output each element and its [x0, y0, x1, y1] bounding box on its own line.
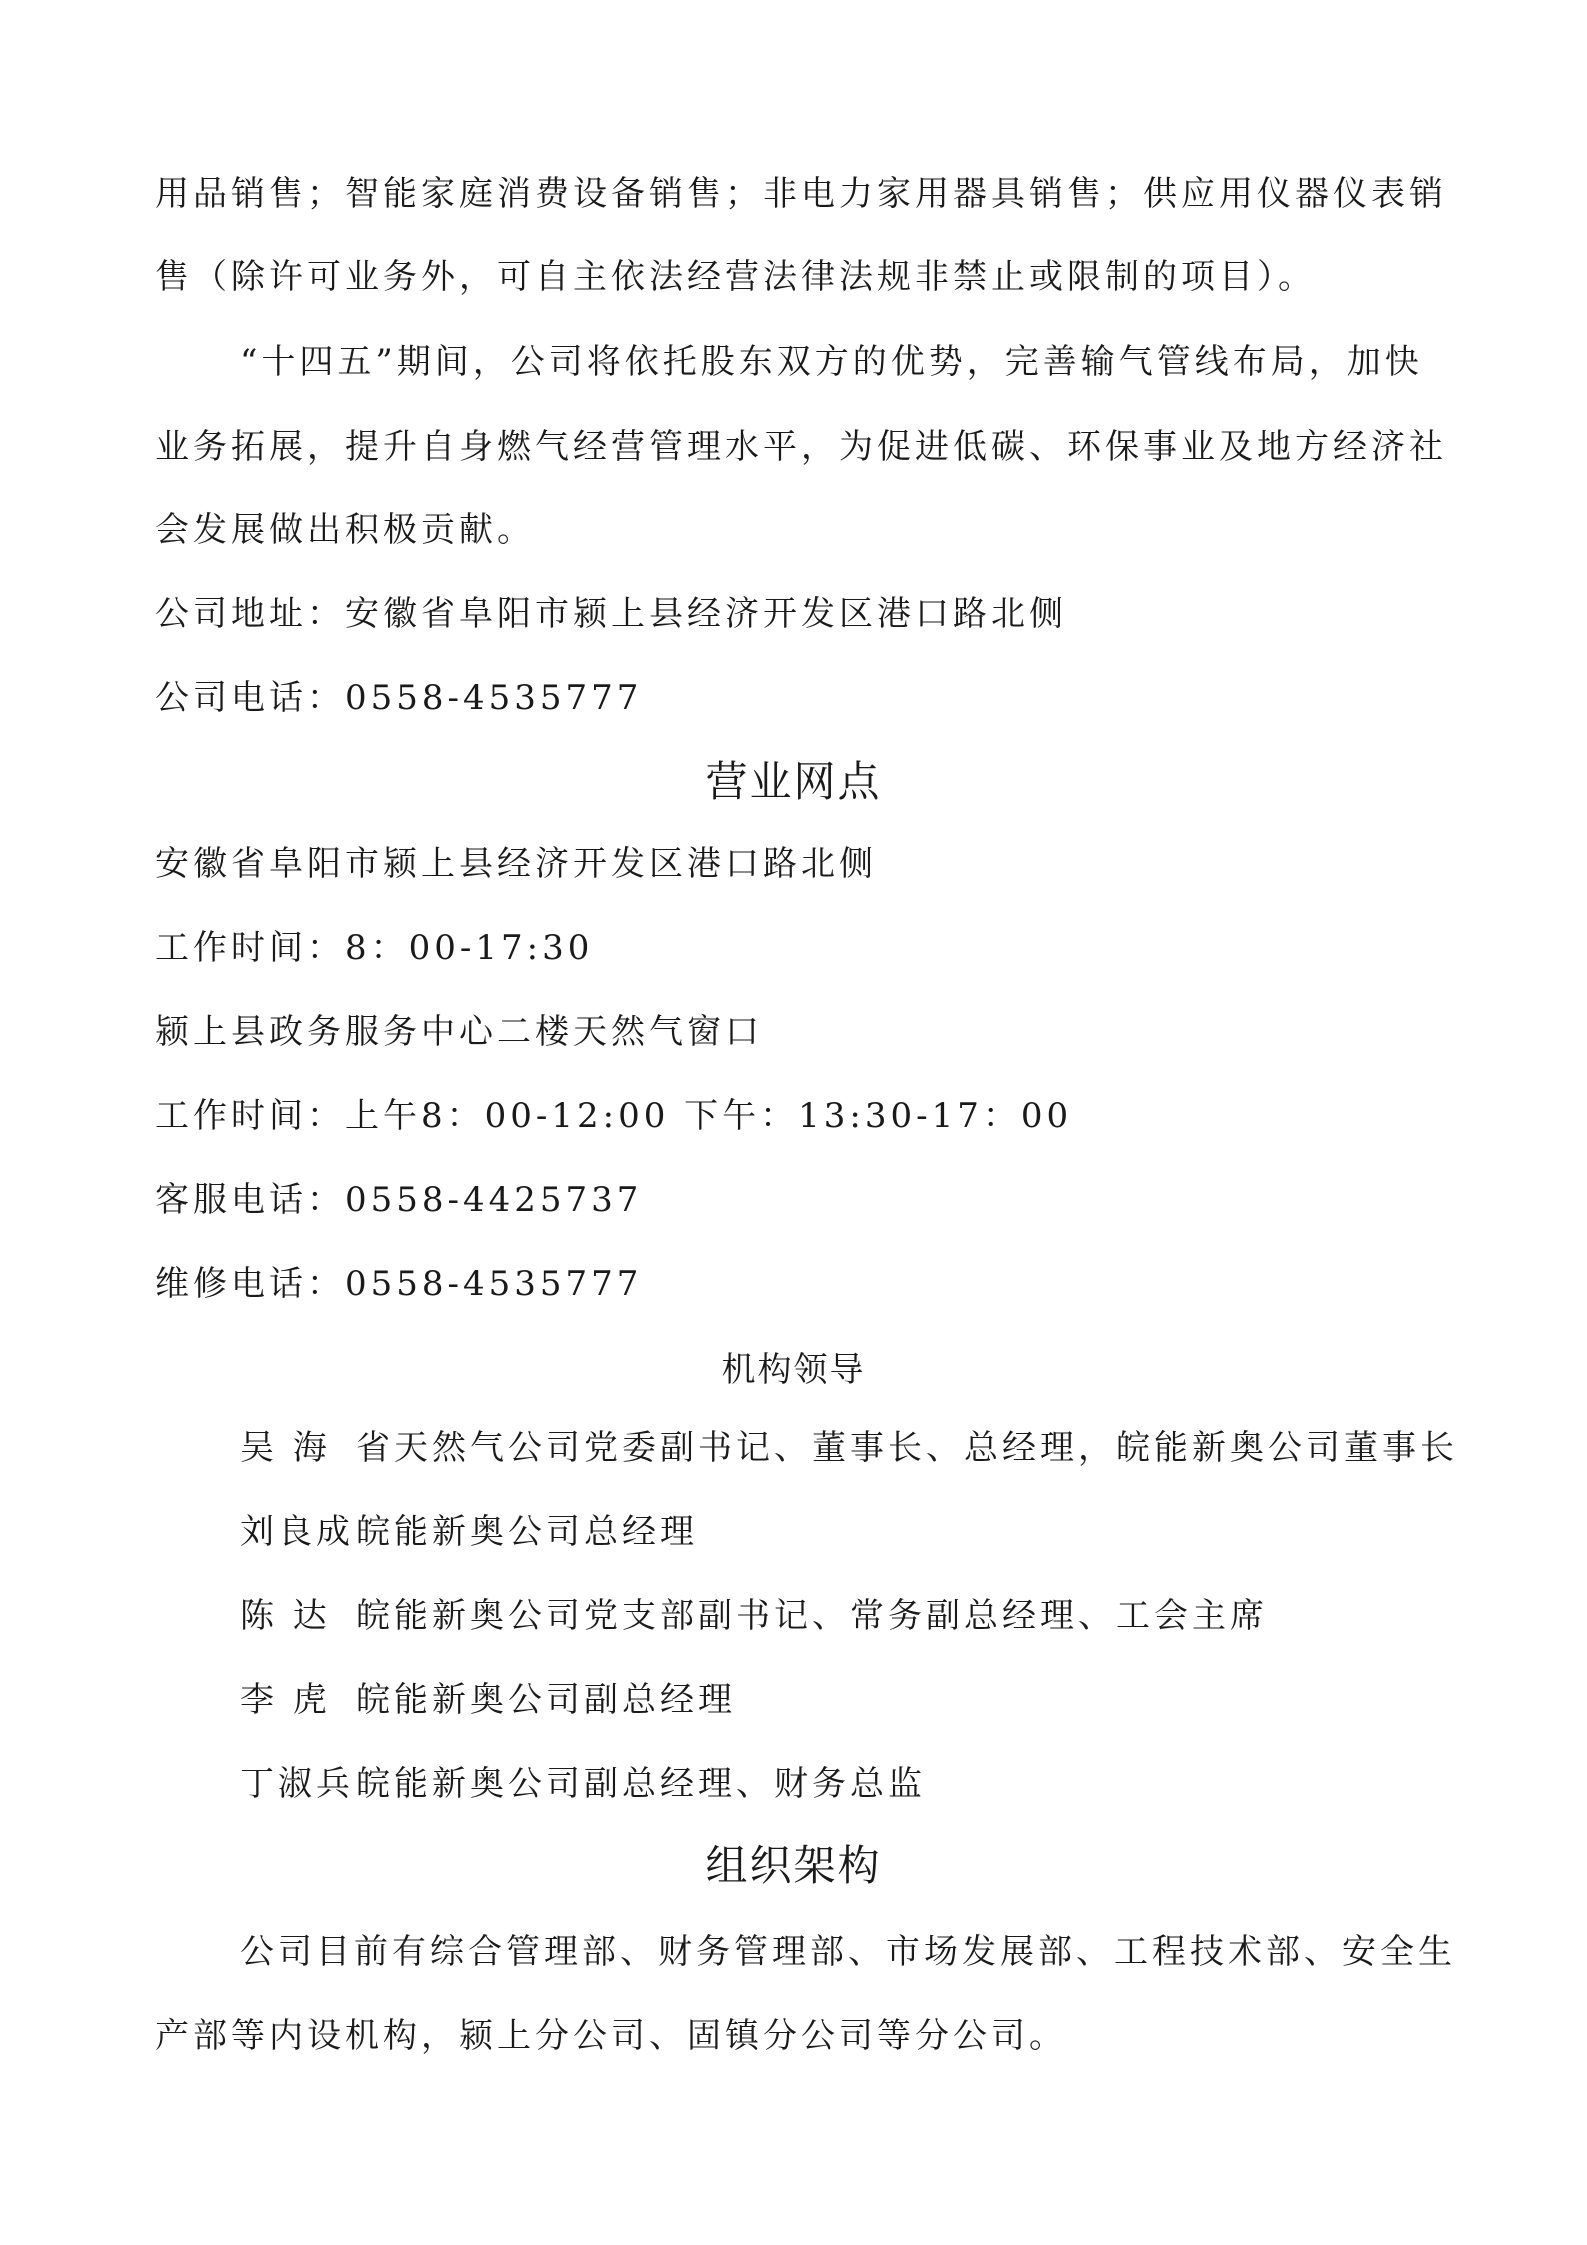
outlet-line-4: 工作时间：上午8：00-12:00 下午：13:30-17：00: [155, 1096, 1073, 1136]
intro-line-1: 用品销售；智能家庭消费设备销售；非电力家用器具销售；供应用仪器仪表销: [155, 174, 1447, 214]
leader-row: [240, 1510, 698, 1554]
company-phone: 公司电话：0558-4535777: [155, 678, 643, 718]
outlet-line-5: 客服电话：0558-4425737: [155, 1180, 643, 1220]
structure-line-2: 产部等内设机构，颍上分公司、固镇分公司等分公司。: [155, 2016, 1067, 2056]
leader-title: 皖能新奥公司党支部副书记、常务副总经理、工会主席: [356, 1596, 1268, 1636]
outlet-line-6: 维修电话：0558-4535777: [155, 1264, 643, 1304]
leader-name: 吴 海: [240, 1428, 331, 1468]
leader-name: 刘良成: [240, 1512, 354, 1552]
leader-title: 皖能新奥公司副总经理: [356, 1680, 736, 1720]
intro-line-2: 售（除许可业务外，可自主依法经营法律法规非禁止或限制的项目）。: [155, 257, 1316, 297]
outlets-heading: 营业网点: [705, 757, 882, 806]
leader-title: 皖能新奥公司副总经理、财务总监: [356, 1764, 926, 1804]
leader-name: 丁淑兵: [240, 1764, 354, 1804]
plan-line-1: “十四五”期间，公司将依托股东双方的优势，完善输气管线布局，加快: [240, 342, 1423, 382]
leader-name: 陈 达: [240, 1596, 331, 1636]
leaders-heading: 机构领导: [721, 1350, 866, 1390]
leader-row: [240, 1594, 1268, 1638]
structure-heading: 组织架构: [705, 1841, 882, 1890]
plan-line-3: 会发展做出积极贡献。: [155, 510, 535, 550]
outlet-line-2: 工作时间：8：00-17:30: [155, 928, 594, 968]
leader-name: 李 虎: [240, 1680, 331, 1720]
leader-title: 省天然气公司党委副书记、董事长、总经理，皖能新奥公司董事长: [356, 1428, 1458, 1468]
leader-row: [240, 1426, 1458, 1470]
outlet-line-1: 安徽省阜阳市颍上县经济开发区港口路北侧: [155, 844, 877, 884]
plan-line-2: 业务拓展，提升自身燃气经营管理水平，为促进低碳、环保事业及地方经济社: [155, 427, 1447, 467]
structure-line-1: 公司目前有综合管理部、财务管理部、市场发展部、工程技术部、安全生: [240, 1932, 1456, 1972]
leader-title: 皖能新奥公司总经理: [356, 1512, 698, 1552]
leader-row: [240, 1762, 926, 1806]
company-address: 公司地址：安徽省阜阳市颍上县经济开发区港口路北侧: [155, 594, 1067, 634]
leader-row: [240, 1678, 736, 1722]
outlet-line-3: 颍上县政务服务中心二楼天然气窗口: [155, 1012, 763, 1052]
